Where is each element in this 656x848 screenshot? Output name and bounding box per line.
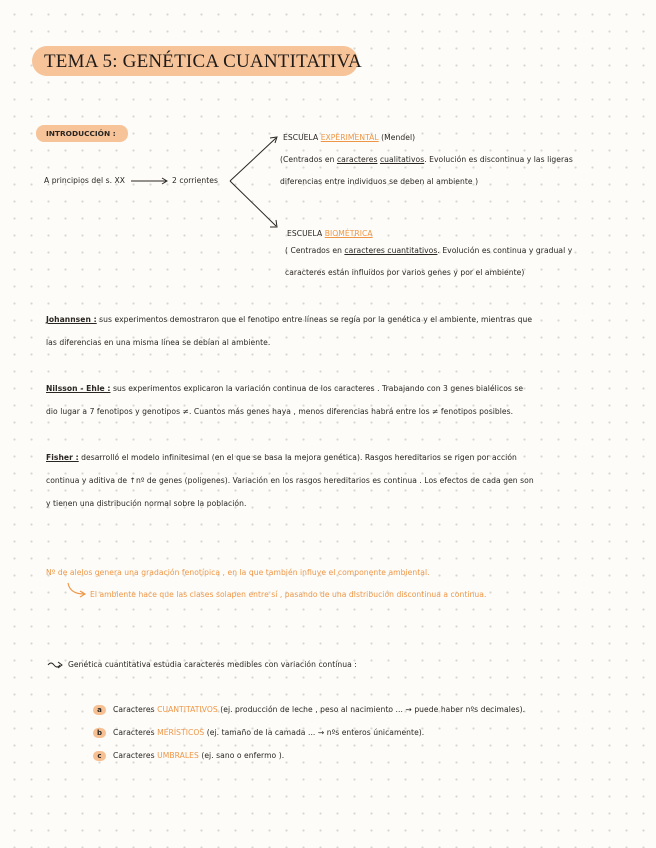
school-biometrica-line2: caracteres están influidos por varios genes y por el ambiente) xyxy=(285,268,525,277)
johannsen-line1: Johannsen : sus experimentos demostraron que el fenotipo entre líneas se regía por la genética y el ambiente, mientras que xyxy=(46,315,533,324)
quant-item-c: Caracteres UMBRALES (ej. sano o enfermo ). xyxy=(113,751,285,760)
alleles-line2: El ambiente hace que las clases solapen entre sí , pasando de una distribución discontinua a continua. xyxy=(90,590,487,599)
school-experimental-line1: (Centrados en caracteres cualitativos. Evolución es discontinua y las ligeras xyxy=(280,155,573,164)
squiggle-arrow-icon: ⇝ xyxy=(405,705,412,714)
school-experimental-heading: ESCUELA EXPERIMENTAL (Mendel) xyxy=(283,133,416,142)
fisher-line3: y tienen una distribución normal sobre la población. xyxy=(46,499,247,508)
bullet-b: b xyxy=(93,728,106,738)
school-biometrica-line1: ( Centrados en caracteres cuantitativos. Evolución es continua y gradual y xyxy=(285,246,573,255)
nilsson-line2: dio lugar a 7 fenotipos y genotipos ≠. Cuantos más genes haya , menos diferencias habrá entre los ≠ fenotipos posibles. xyxy=(46,407,514,416)
school-experimental-line2: diferencias entre individuos se deben al ambiente ) xyxy=(280,177,479,186)
page-title: TEMA 5: GENÉTICA CUANTITATIVA xyxy=(44,51,362,72)
squiggle-arrow-icon: ⇝ xyxy=(317,728,325,737)
bullet-a: a xyxy=(93,705,106,715)
intro-label: INTRODUCCIÓN : xyxy=(46,129,116,138)
quant-item-b: Caracteres MERÍSTICOS (ej. tamaño de la camada ... ⇝ nºs enteros únicamente). xyxy=(113,728,425,737)
bullet-c: c xyxy=(93,751,106,761)
quant-intro: Genética cuantitativa estudia caracteres medibles con variación continua : xyxy=(68,660,357,669)
fisher-line2: continua y aditiva de ↑nº de genes (poligenes). Variación en los rasgos hereditarios es continua . Los efectos de cada gen son xyxy=(46,476,534,485)
fisher-line1: Fisher : desarrolló el modelo infinitesimal (en el que se basa la mejora genética). Rasgos hereditarios se rigen por acción xyxy=(46,453,517,462)
intro-start-text: A principios del s. XX xyxy=(44,176,126,185)
johannsen-line2: las diferencias en una misma línea se debían al ambiente. xyxy=(46,338,271,347)
nilsson-line1: Nilsson - Ehle : sus experimentos explicaron la variación continua de los caracteres . Trabajando con 3 genes bialélicos se xyxy=(46,384,524,393)
school-biometrica-heading: ESCUELA BIOMÉTRICA xyxy=(287,229,373,238)
quant-item-a: Caracteres CUANTITATIVOS (ej. producción de leche , peso al nacimiento ... ⇝ puede haber nºs decimales). xyxy=(113,705,526,714)
intro-start-result: 2 corrientes xyxy=(172,176,218,185)
alleles-line1: Nº de alelos genera una gradación fenotípica , en la que también influye el componente ambiental. xyxy=(46,568,430,577)
